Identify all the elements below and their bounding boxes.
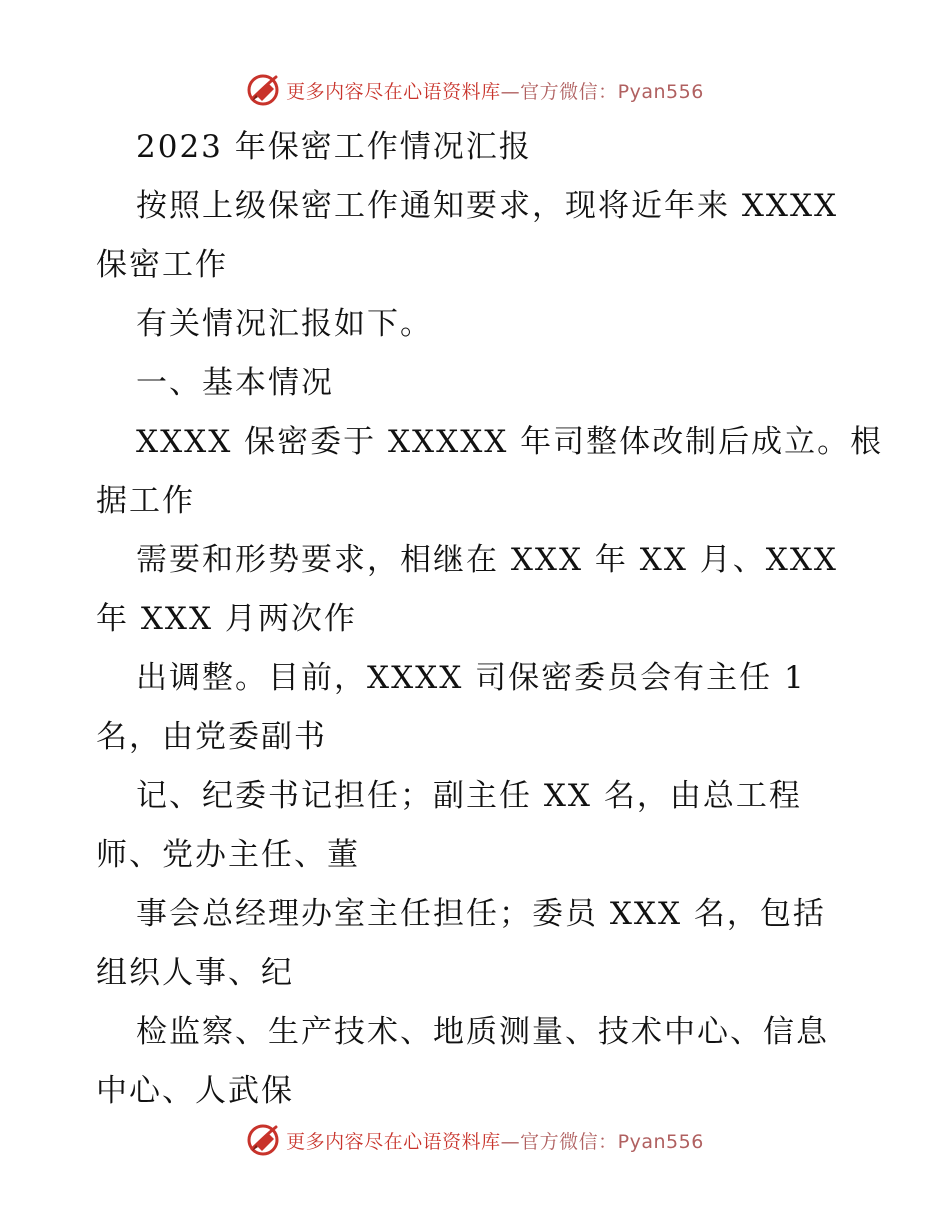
text-line: XXXX 保密委于 XXXXX 年司整体改制后成立。根 bbox=[136, 424, 884, 460]
text-line: 需要和形势要求，相继在 XXX 年 XX 月、XXX bbox=[136, 542, 838, 578]
text-line: 名，由党委副书 bbox=[96, 719, 327, 755]
text-line: 记、纪委书记担任；副主任 XX 名，由总工程 bbox=[136, 778, 802, 814]
text-line: 中心、人武保 bbox=[96, 1073, 294, 1109]
text-line: 按照上级保密工作通知要求，现将近年来 XXXX bbox=[136, 188, 839, 224]
text-line: 年 XXX 月两次作 bbox=[96, 601, 357, 637]
watermark-text bbox=[286, 1127, 704, 1154]
document-body bbox=[96, 118, 884, 1121]
text-line: 一、基本情况 bbox=[136, 365, 334, 401]
watermark-text bbox=[286, 77, 704, 104]
pen-logo-icon bbox=[246, 1123, 280, 1157]
watermark-header bbox=[0, 70, 950, 110]
watermark-text-secondary: —官方微信：Pyan556 bbox=[500, 1130, 704, 1153]
text-line: 检监察、生产技术、地质测量、技术中心、信息 bbox=[136, 1014, 829, 1050]
text-line: 出调整。目前，XXXX 司保密委员会有主任 1 bbox=[136, 660, 806, 696]
watermark-text-primary: 更多内容尽在心语资料库 bbox=[286, 80, 501, 103]
text-line: 2023 年保密工作情况汇报 bbox=[136, 129, 532, 165]
text-line: 据工作 bbox=[96, 483, 195, 519]
text-line: 组织人事、纪 bbox=[96, 955, 294, 991]
text-line: 有关情况汇报如下。 bbox=[136, 306, 433, 342]
watermark-text-secondary: —官方微信：Pyan556 bbox=[500, 80, 704, 103]
text-line: 事会总经理办室主任担任；委员 XXX 名，包括 bbox=[136, 896, 826, 932]
watermark-footer bbox=[0, 1120, 950, 1160]
text-line: 保密工作 bbox=[96, 247, 228, 283]
pen-logo-icon bbox=[246, 73, 280, 107]
text-line: 师、党办主任、董 bbox=[96, 837, 360, 873]
watermark-text-primary: 更多内容尽在心语资料库 bbox=[286, 1130, 501, 1153]
